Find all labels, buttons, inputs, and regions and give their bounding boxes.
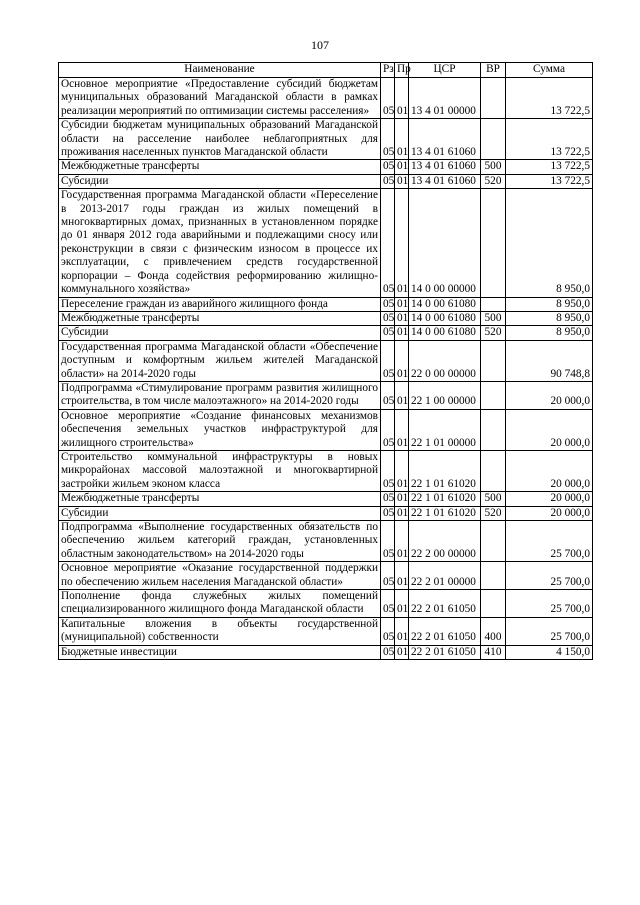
cell-pr: 01 xyxy=(395,297,409,311)
cell-pr: 01 xyxy=(395,506,409,520)
cell-pr: 01 xyxy=(395,590,409,618)
cell-sum: 8 950,0 xyxy=(506,297,593,311)
table-row xyxy=(59,160,593,174)
cell-rz: 05 xyxy=(381,381,395,409)
cell-name: Субсидии xyxy=(59,326,381,340)
cell-name: Переселение граждан из аварийного жилищного фонда xyxy=(59,297,381,311)
cell-sum: 8 950,0 xyxy=(506,311,593,325)
cell-vr xyxy=(481,590,506,618)
cell-sum: 13 722,5 xyxy=(506,160,593,174)
cell-rz: 05 xyxy=(381,562,395,590)
cell-sum: 20 000,0 xyxy=(506,506,593,520)
cell-vr: 500 xyxy=(481,160,506,174)
cell-sum: 20 000,0 xyxy=(506,450,593,491)
cell-vr xyxy=(481,381,506,409)
cell-vr xyxy=(481,521,506,562)
table-row xyxy=(59,78,593,119)
cell-name: Подпрограмма «Стимулирование программ развития жилищного строительства, в том числе малоэтажного» на 2014-2020 годы xyxy=(59,381,381,409)
cell-sum: 25 700,0 xyxy=(506,521,593,562)
cell-vr xyxy=(481,450,506,491)
cell-pr: 01 xyxy=(395,492,409,506)
cell-name: Подпрограмма «Выполнение государственных обязательств по обеспечению жильем категорий граждан, установленных областным законодательством» на 2014-2020 годы xyxy=(59,521,381,562)
cell-name: Основное мероприятие «Оказание государственной поддержки по обеспечению жильем населения Магаданской области» xyxy=(59,562,381,590)
table-header-row xyxy=(59,63,593,78)
table-row xyxy=(59,521,593,562)
cell-vr xyxy=(481,409,506,450)
cell-rz: 05 xyxy=(381,78,395,119)
cell-rz: 05 xyxy=(381,119,395,160)
cell-name: Субсидии xyxy=(59,174,381,188)
cell-rz: 05 xyxy=(381,590,395,618)
cell-csr: 13 4 01 61060 xyxy=(409,174,481,188)
table-row xyxy=(59,617,593,645)
cell-name: Строительство коммунальной инфраструктуры в новых микрорайонах массовой малоэтажной и многоквартирной застройки жильем эконом класса xyxy=(59,450,381,491)
cell-csr: 22 1 01 61020 xyxy=(409,450,481,491)
cell-csr: 22 2 01 61050 xyxy=(409,617,481,645)
cell-rz: 05 xyxy=(381,297,395,311)
cell-name: Капитальные вложения в объекты государственной (муниципальной) собственности xyxy=(59,617,381,645)
cell-sum: 13 722,5 xyxy=(506,119,593,160)
table-row xyxy=(59,340,593,381)
table-row xyxy=(59,645,593,659)
cell-sum: 13 722,5 xyxy=(506,174,593,188)
cell-pr: 01 xyxy=(395,160,409,174)
cell-vr xyxy=(481,562,506,590)
cell-csr: 22 2 01 00000 xyxy=(409,562,481,590)
header-csr: ЦСР xyxy=(409,63,481,78)
cell-pr: 01 xyxy=(395,381,409,409)
cell-name: Межбюджетные трансферты xyxy=(59,311,381,325)
table-row xyxy=(59,119,593,160)
table-row xyxy=(59,409,593,450)
cell-sum: 25 700,0 xyxy=(506,562,593,590)
cell-csr: 22 1 01 61020 xyxy=(409,506,481,520)
table-row xyxy=(59,450,593,491)
cell-vr xyxy=(481,340,506,381)
cell-sum: 90 748,8 xyxy=(506,340,593,381)
table-row xyxy=(59,189,593,297)
cell-csr: 22 1 00 00000 xyxy=(409,381,481,409)
cell-rz: 05 xyxy=(381,189,395,297)
cell-sum: 25 700,0 xyxy=(506,617,593,645)
cell-name: Основное мероприятие «Создание финансовых механизмов обеспечения земельных участков инфраструктурой для жилищного строительства» xyxy=(59,409,381,450)
cell-sum: 25 700,0 xyxy=(506,590,593,618)
cell-pr: 01 xyxy=(395,617,409,645)
cell-csr: 13 4 01 61060 xyxy=(409,119,481,160)
cell-rz: 05 xyxy=(381,617,395,645)
header-name: Наименование xyxy=(59,63,381,78)
cell-vr: 400 xyxy=(481,617,506,645)
cell-name: Государственная программа Магаданской области «Переселение в 2013-2017 годы граждан из жилых помещений в многоквартирных домах, признанных в установленном порядке до 01 января 2012 года аварийными и подлежащими сносу или реконструкции в связи с физическим износом в процессе их эксплуатации, с привлечением средств государственной корпорации – Фонда содействия реформированию жилищно-коммунального хозяйства» xyxy=(59,189,381,297)
table-row xyxy=(59,297,593,311)
cell-csr: 22 2 01 61050 xyxy=(409,645,481,659)
cell-name: Государственная программа Магаданской области «Обеспечение доступным и комфортным жильем жителей Магаданской области» на 2014-2020 годы xyxy=(59,340,381,381)
cell-csr: 22 0 00 00000 xyxy=(409,340,481,381)
cell-vr: 500 xyxy=(481,311,506,325)
table-row xyxy=(59,311,593,325)
cell-name: Межбюджетные трансферты xyxy=(59,492,381,506)
cell-sum: 20 000,0 xyxy=(506,492,593,506)
cell-rz: 05 xyxy=(381,174,395,188)
cell-sum: 20 000,0 xyxy=(506,409,593,450)
cell-name: Основное мероприятие «Предоставление субсидий бюджетам муниципальных образований Магаданской области в рамках реализации мероприятий по оптимизации системы расселения» xyxy=(59,78,381,119)
header-sum: Сумма xyxy=(506,63,593,78)
cell-vr xyxy=(481,189,506,297)
cell-name: Субсидии xyxy=(59,506,381,520)
cell-vr xyxy=(481,78,506,119)
cell-rz: 05 xyxy=(381,645,395,659)
cell-rz: 05 xyxy=(381,450,395,491)
cell-csr: 22 1 01 61020 xyxy=(409,492,481,506)
cell-name: Межбюджетные трансферты xyxy=(59,160,381,174)
table-row xyxy=(59,506,593,520)
cell-pr: 01 xyxy=(395,409,409,450)
cell-vr: 410 xyxy=(481,645,506,659)
table-row xyxy=(59,326,593,340)
cell-rz: 05 xyxy=(381,506,395,520)
cell-rz: 05 xyxy=(381,492,395,506)
header-vr: ВР xyxy=(481,63,506,78)
cell-name: Бюджетные инвестиции xyxy=(59,645,381,659)
cell-sum: 8 950,0 xyxy=(506,189,593,297)
cell-csr: 22 2 00 00000 xyxy=(409,521,481,562)
table-row xyxy=(59,492,593,506)
cell-sum: 20 000,0 xyxy=(506,381,593,409)
cell-pr: 01 xyxy=(395,119,409,160)
cell-csr: 22 1 01 00000 xyxy=(409,409,481,450)
header-pr: Пр xyxy=(395,63,409,78)
cell-rz: 05 xyxy=(381,340,395,381)
cell-rz: 05 xyxy=(381,409,395,450)
cell-pr: 01 xyxy=(395,645,409,659)
cell-rz: 05 xyxy=(381,326,395,340)
cell-vr xyxy=(481,297,506,311)
cell-vr xyxy=(481,119,506,160)
cell-csr: 14 0 00 61080 xyxy=(409,311,481,325)
cell-csr: 22 2 01 61050 xyxy=(409,590,481,618)
cell-vr: 500 xyxy=(481,492,506,506)
cell-sum: 8 950,0 xyxy=(506,326,593,340)
cell-pr: 01 xyxy=(395,562,409,590)
table-row xyxy=(59,174,593,188)
table-row xyxy=(59,381,593,409)
cell-pr: 01 xyxy=(395,174,409,188)
cell-pr: 01 xyxy=(395,311,409,325)
cell-pr: 01 xyxy=(395,326,409,340)
cell-pr: 01 xyxy=(395,340,409,381)
cell-rz: 05 xyxy=(381,160,395,174)
page-number: 107 xyxy=(311,38,329,52)
table-row xyxy=(59,562,593,590)
cell-csr: 14 0 00 00000 xyxy=(409,189,481,297)
cell-pr: 01 xyxy=(395,521,409,562)
cell-pr: 01 xyxy=(395,189,409,297)
cell-vr: 520 xyxy=(481,326,506,340)
cell-sum: 4 150,0 xyxy=(506,645,593,659)
cell-sum: 13 722,5 xyxy=(506,78,593,119)
cell-csr: 13 4 01 61060 xyxy=(409,160,481,174)
cell-rz: 05 xyxy=(381,311,395,325)
table-body xyxy=(59,78,593,660)
cell-vr: 520 xyxy=(481,506,506,520)
cell-name: Пополнение фонда служебных жилых помещений специализированного жилищного фонда Магаданской области xyxy=(59,590,381,618)
cell-name: Субсидии бюджетам муниципальных образований Магаданской области на расселение наиболее неблагоприятных для проживания населенных пунктов Магаданской области xyxy=(59,119,381,160)
cell-rz: 05 xyxy=(381,521,395,562)
cell-pr: 01 xyxy=(395,450,409,491)
cell-pr: 01 xyxy=(395,78,409,119)
cell-csr: 14 0 00 61080 xyxy=(409,297,481,311)
cell-csr: 13 4 01 00000 xyxy=(409,78,481,119)
cell-vr: 520 xyxy=(481,174,506,188)
header-rz: Рз xyxy=(381,63,395,78)
budget-table xyxy=(58,62,593,660)
table-row xyxy=(59,590,593,618)
cell-csr: 14 0 00 61080 xyxy=(409,326,481,340)
